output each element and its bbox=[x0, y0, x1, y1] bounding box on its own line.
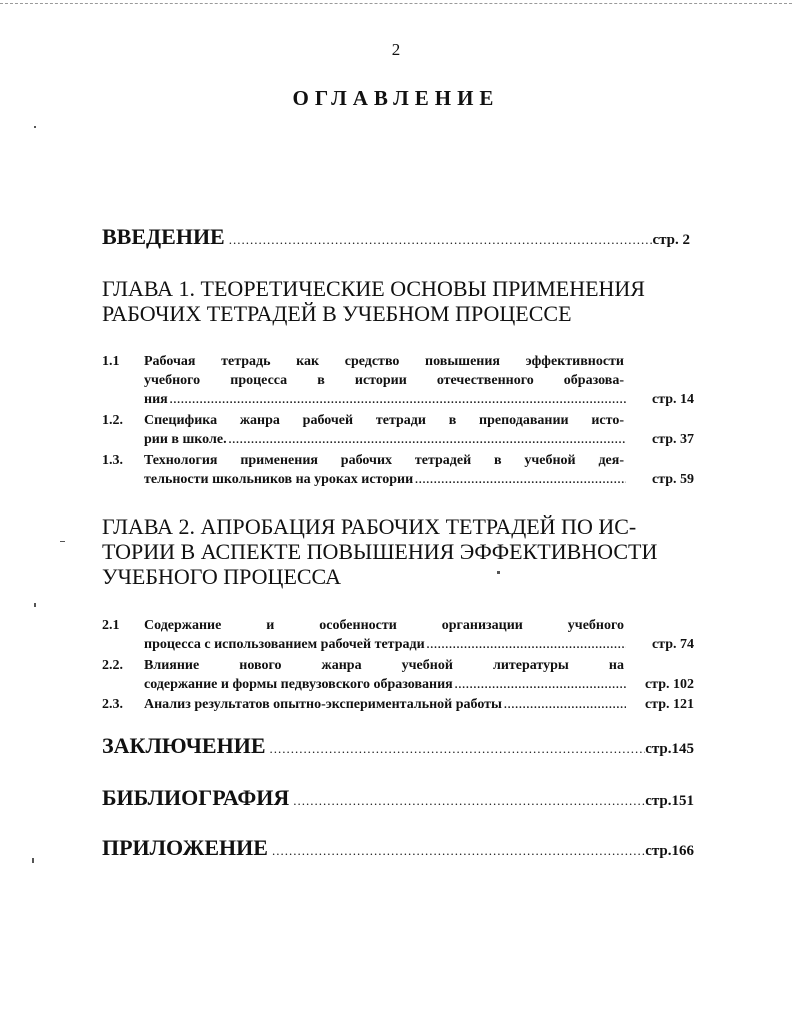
page-number: 2 bbox=[391, 40, 401, 59]
toc-title: ОГЛАВЛЕНИЕ bbox=[292, 86, 500, 110]
section-line: тельности школьников на уроках истории bbox=[144, 472, 414, 487]
section-line: Технология применения рабочих тетрадей в учебной дея- bbox=[144, 453, 624, 468]
section-line: ния bbox=[144, 392, 168, 407]
section-line: Влияние нового жанра учебной литературы на bbox=[144, 658, 624, 673]
entry-page: стр.151 bbox=[645, 793, 694, 809]
entry-label: ВВЕДЕНИЕ bbox=[102, 224, 225, 249]
chapter-2-heading-line: УЧЕБНОГО ПРОЦЕССА bbox=[102, 564, 342, 589]
dot-leader bbox=[502, 696, 626, 715]
toc-entry-bibliography[interactable] bbox=[102, 785, 694, 811]
section-page: стр. 14 bbox=[651, 392, 694, 407]
dot-leader bbox=[266, 741, 646, 757]
toc-entry-conclusion[interactable] bbox=[102, 733, 694, 759]
section-line: учебного процесса в истории отечественного образова- bbox=[144, 373, 624, 388]
dot-leader bbox=[453, 676, 626, 695]
chapter-1-heading-line: ГЛАВА 1. ТЕОРЕТИЧЕСКИЕ ОСНОВЫ ПРИМЕНЕНИЯ bbox=[102, 276, 645, 301]
dot-leader bbox=[227, 431, 626, 450]
scan-speck bbox=[34, 126, 36, 128]
entry-label: ЗАКЛЮЧЕНИЕ bbox=[102, 733, 266, 758]
section-number: 2.3. bbox=[102, 697, 123, 712]
section-line: Анализ результатов опытно-экспериментальной работы bbox=[144, 697, 502, 712]
entry-label: ПРИЛОЖЕНИЕ bbox=[102, 835, 268, 860]
toc-entry-2-2[interactable] bbox=[102, 656, 694, 695]
toc-entry-1-2[interactable] bbox=[102, 411, 694, 450]
section-page: стр. 74 bbox=[651, 637, 694, 652]
toc-entry-appendix[interactable] bbox=[102, 835, 694, 861]
section-line: рии в школе. bbox=[144, 432, 227, 447]
dot-leader bbox=[413, 471, 626, 490]
section-number: 1.2. bbox=[102, 413, 123, 428]
chapter-2-heading-line: ТОРИИ В АСПЕКТЕ ПОВЫШЕНИЯ ЭФФЕКТИВНОСТИ bbox=[102, 539, 658, 564]
section-number: 1.3. bbox=[102, 453, 123, 468]
section-number: 1.1 bbox=[102, 354, 120, 369]
section-line: содержание и формы педвузовского образования bbox=[144, 677, 453, 692]
chapter-1-heading-line: РАБОЧИХ ТЕТРАДЕЙ В УЧЕБНОМ ПРОЦЕССЕ bbox=[102, 301, 572, 326]
section-page: стр. 102 bbox=[644, 677, 694, 692]
dot-leader bbox=[289, 793, 645, 809]
entry-page: стр. 2 bbox=[652, 232, 690, 248]
toc-entry-2-3[interactable] bbox=[102, 695, 694, 715]
section-line: Содержание и особенности организации учебного bbox=[144, 618, 624, 633]
section-line: Специфика жанра рабочей тетради в преподавании исто- bbox=[144, 413, 624, 428]
toc-entry-2-1[interactable] bbox=[102, 616, 694, 655]
section-line: процесса с использованием рабочей тетради bbox=[144, 637, 425, 652]
dot-leader bbox=[268, 843, 645, 859]
scan-speck bbox=[60, 541, 65, 542]
dot-leader bbox=[425, 636, 626, 655]
scan-speck bbox=[34, 603, 36, 607]
scan-speck bbox=[497, 571, 500, 574]
chapter-2-heading-line: ГЛАВА 2. АПРОБАЦИЯ РАБОЧИХ ТЕТРАДЕЙ ПО ИС- bbox=[102, 514, 637, 539]
scan-top-border bbox=[0, 3, 792, 4]
dot-leader bbox=[225, 232, 653, 248]
chapter-1-heading[interactable] bbox=[102, 276, 702, 326]
section-line: Рабочая тетрадь как средство повышения эффективности bbox=[144, 354, 624, 369]
section-number: 2.1 bbox=[102, 618, 120, 633]
dot-leader bbox=[168, 391, 626, 410]
chapter-2-heading[interactable] bbox=[102, 514, 702, 589]
entry-page: стр.166 bbox=[645, 843, 694, 859]
toc-entry-1-3[interactable] bbox=[102, 451, 694, 490]
entry-page: стр.145 bbox=[645, 741, 694, 757]
entry-label: БИБЛИОГРАФИЯ bbox=[102, 785, 290, 810]
section-number: 2.2. bbox=[102, 658, 123, 673]
toc-entry-1-1[interactable] bbox=[102, 352, 694, 410]
section-page: стр. 59 bbox=[651, 472, 694, 487]
section-page: стр. 37 bbox=[651, 432, 694, 447]
toc-entry-introduction[interactable] bbox=[102, 224, 690, 250]
section-page: стр. 121 bbox=[644, 697, 694, 712]
scan-speck bbox=[32, 858, 34, 863]
